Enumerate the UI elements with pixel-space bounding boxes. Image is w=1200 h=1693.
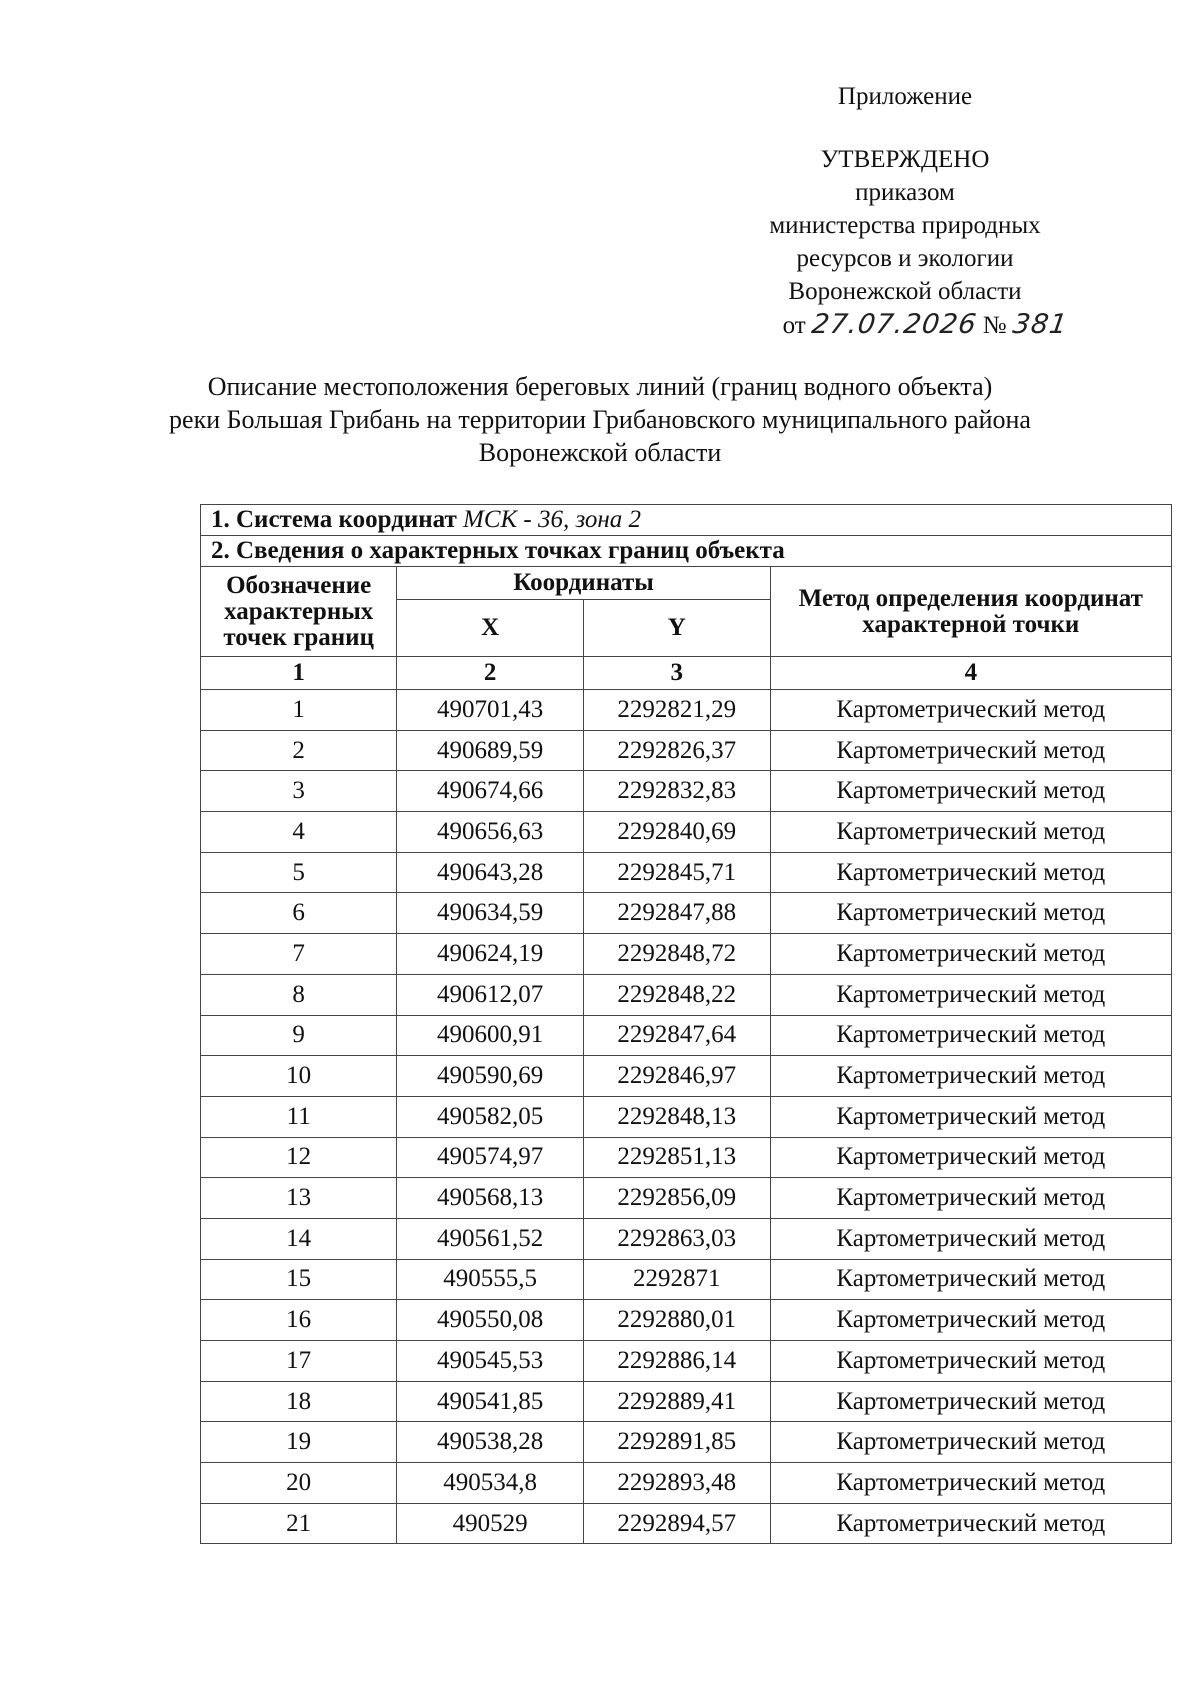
x-cell: 490538,28 bbox=[397, 1422, 584, 1463]
point-cell: 7 bbox=[201, 934, 397, 975]
method-cell: Картометрический метод bbox=[770, 1422, 1171, 1463]
col-point-header: Обозначение характерных точек границ bbox=[201, 567, 397, 657]
method-cell: Картометрический метод bbox=[770, 934, 1171, 975]
x-cell: 490624,19 bbox=[397, 934, 584, 975]
point-cell: 13 bbox=[201, 1178, 397, 1219]
col-x-header: X bbox=[397, 600, 584, 657]
section-1-row bbox=[201, 505, 1172, 536]
table-row bbox=[201, 690, 1172, 731]
y-cell: 2292894,57 bbox=[583, 1503, 770, 1544]
y-cell: 2292821,29 bbox=[583, 690, 770, 731]
point-cell: 21 bbox=[201, 1503, 397, 1544]
x-cell: 490555,5 bbox=[397, 1259, 584, 1300]
point-cell: 6 bbox=[201, 893, 397, 934]
y-cell: 2292848,13 bbox=[583, 1096, 770, 1137]
x-cell: 490568,13 bbox=[397, 1178, 584, 1219]
table-row bbox=[201, 1218, 1172, 1259]
point-cell: 19 bbox=[201, 1422, 397, 1463]
method-cell: Картометрический метод bbox=[770, 893, 1171, 934]
col-number: 1 bbox=[201, 657, 397, 690]
table-row bbox=[201, 1096, 1172, 1137]
region-label: Воронежской области bbox=[788, 278, 1022, 305]
date-number-line bbox=[740, 308, 1070, 342]
y-cell: 2292891,85 bbox=[583, 1422, 770, 1463]
section-1-label: 1. Система координат bbox=[211, 506, 457, 533]
table-row bbox=[201, 1056, 1172, 1097]
method-cell: Картометрический метод bbox=[770, 690, 1171, 731]
point-cell: 11 bbox=[201, 1096, 397, 1137]
y-cell: 2292893,48 bbox=[583, 1463, 770, 1504]
y-cell: 2292847,64 bbox=[583, 1015, 770, 1056]
table-row bbox=[201, 893, 1172, 934]
appendix-label: Приложение bbox=[837, 83, 973, 110]
table-row bbox=[201, 934, 1172, 975]
x-cell: 490689,59 bbox=[397, 730, 584, 771]
method-cell: Картометрический метод bbox=[770, 1137, 1171, 1178]
point-cell: 16 bbox=[201, 1300, 397, 1341]
table-row bbox=[201, 1178, 1172, 1219]
method-cell: Картометрический метод bbox=[770, 1056, 1171, 1097]
table-row bbox=[201, 852, 1172, 893]
method-cell: Картометрический метод bbox=[770, 1178, 1171, 1219]
x-cell: 490545,53 bbox=[397, 1341, 584, 1382]
approval-stamp bbox=[740, 143, 1070, 342]
number-prefix: № bbox=[982, 312, 1007, 339]
table-row bbox=[201, 1259, 1172, 1300]
y-cell: 2292886,14 bbox=[583, 1341, 770, 1382]
table-row bbox=[201, 1422, 1172, 1463]
method-cell: Картометрический метод bbox=[770, 1096, 1171, 1137]
y-cell: 2292840,69 bbox=[583, 812, 770, 853]
col-method-header: Метод определения координат характерной точки bbox=[770, 567, 1171, 657]
coordinates-table bbox=[200, 504, 1172, 1544]
y-cell: 2292846,97 bbox=[583, 1056, 770, 1097]
date-prefix: от bbox=[782, 312, 806, 339]
y-cell: 2292847,88 bbox=[583, 893, 770, 934]
title-line-1: Описание местоположения береговых линий (границ водного объекта) bbox=[207, 372, 993, 401]
x-cell: 490561,52 bbox=[397, 1218, 584, 1259]
approved-label: УТВЕРЖДЕНО bbox=[820, 146, 990, 173]
handwritten-number: 381 bbox=[1010, 309, 1070, 340]
x-cell: 490656,63 bbox=[397, 812, 584, 853]
order-label: приказом bbox=[855, 179, 955, 206]
table-row bbox=[201, 730, 1172, 771]
col-y-header: Y bbox=[583, 600, 770, 657]
method-cell: Картометрический метод bbox=[770, 1341, 1171, 1382]
column-number-row bbox=[201, 657, 1172, 690]
table-row bbox=[201, 771, 1172, 812]
col-number: 4 bbox=[770, 657, 1171, 690]
y-cell: 2292826,37 bbox=[583, 730, 770, 771]
point-cell: 10 bbox=[201, 1056, 397, 1097]
table-row bbox=[201, 1015, 1172, 1056]
point-cell: 17 bbox=[201, 1341, 397, 1382]
point-cell: 1 bbox=[201, 690, 397, 731]
x-cell: 490674,66 bbox=[397, 771, 584, 812]
col-number: 2 bbox=[397, 657, 584, 690]
ministry-line-1: министерства природных bbox=[769, 212, 1041, 239]
table-row bbox=[201, 1463, 1172, 1504]
x-cell: 490643,28 bbox=[397, 852, 584, 893]
col-coords-header: Координаты bbox=[397, 567, 770, 600]
method-cell: Картометрический метод bbox=[770, 730, 1171, 771]
section-2-label: 2. Сведения о характерных точках границ объекта bbox=[201, 536, 1172, 567]
y-cell: 2292851,13 bbox=[583, 1137, 770, 1178]
point-cell: 5 bbox=[201, 852, 397, 893]
point-cell: 20 bbox=[201, 1463, 397, 1504]
method-cell: Картометрический метод bbox=[770, 852, 1171, 893]
y-cell: 2292889,41 bbox=[583, 1381, 770, 1422]
point-cell: 12 bbox=[201, 1137, 397, 1178]
section-1-cell bbox=[201, 505, 1172, 536]
method-cell: Картометрический метод bbox=[770, 1463, 1171, 1504]
method-cell: Картометрический метод bbox=[770, 1015, 1171, 1056]
method-cell: Картометрический метод bbox=[770, 1381, 1171, 1422]
column-header-row bbox=[201, 567, 1172, 600]
method-cell: Картометрический метод bbox=[770, 1300, 1171, 1341]
table-row bbox=[201, 1341, 1172, 1382]
col-number: 3 bbox=[583, 657, 770, 690]
section-2-row bbox=[201, 536, 1172, 567]
method-cell: Картометрический метод bbox=[770, 1503, 1171, 1544]
x-cell: 490550,08 bbox=[397, 1300, 584, 1341]
x-cell: 490582,05 bbox=[397, 1096, 584, 1137]
y-cell: 2292845,71 bbox=[583, 852, 770, 893]
point-cell: 14 bbox=[201, 1218, 397, 1259]
y-cell: 2292863,03 bbox=[583, 1218, 770, 1259]
x-cell: 490574,97 bbox=[397, 1137, 584, 1178]
method-cell: Картометрический метод bbox=[770, 812, 1171, 853]
y-cell: 2292832,83 bbox=[583, 771, 770, 812]
method-cell: Картометрический метод bbox=[770, 1218, 1171, 1259]
table-row bbox=[201, 1503, 1172, 1544]
x-cell: 490534,8 bbox=[397, 1463, 584, 1504]
y-cell: 2292880,01 bbox=[583, 1300, 770, 1341]
section-1-value: МСК - 36, зона 2 bbox=[463, 506, 642, 533]
x-cell: 490612,07 bbox=[397, 974, 584, 1015]
x-cell: 490701,43 bbox=[397, 690, 584, 731]
table-row bbox=[201, 1137, 1172, 1178]
point-cell: 3 bbox=[201, 771, 397, 812]
x-cell: 490541,85 bbox=[397, 1381, 584, 1422]
ministry-line-2: ресурсов и экологии bbox=[796, 245, 1014, 272]
point-cell: 8 bbox=[201, 974, 397, 1015]
x-cell: 490529 bbox=[397, 1503, 584, 1544]
y-cell: 2292871 bbox=[583, 1259, 770, 1300]
point-cell: 9 bbox=[201, 1015, 397, 1056]
table-row bbox=[201, 974, 1172, 1015]
y-cell: 2292856,09 bbox=[583, 1178, 770, 1219]
y-cell: 2292848,72 bbox=[583, 934, 770, 975]
table-row bbox=[201, 812, 1172, 853]
x-cell: 490600,91 bbox=[397, 1015, 584, 1056]
point-cell: 2 bbox=[201, 730, 397, 771]
title-line-3: Воронежской области bbox=[478, 438, 722, 467]
title-line-2: реки Большая Грибань на территории Грибановского муниципального района bbox=[169, 405, 1031, 434]
document-title bbox=[120, 370, 1080, 469]
table-row bbox=[201, 1300, 1172, 1341]
table-row bbox=[201, 1381, 1172, 1422]
method-cell: Картометрический метод bbox=[770, 771, 1171, 812]
point-cell: 15 bbox=[201, 1259, 397, 1300]
y-cell: 2292848,22 bbox=[583, 974, 770, 1015]
point-cell: 18 bbox=[201, 1381, 397, 1422]
x-cell: 490590,69 bbox=[397, 1056, 584, 1097]
handwritten-date: 27.07.2026 bbox=[809, 309, 979, 340]
method-cell: Картометрический метод bbox=[770, 974, 1171, 1015]
x-cell: 490634,59 bbox=[397, 893, 584, 934]
point-cell: 4 bbox=[201, 812, 397, 853]
method-cell: Картометрический метод bbox=[770, 1259, 1171, 1300]
